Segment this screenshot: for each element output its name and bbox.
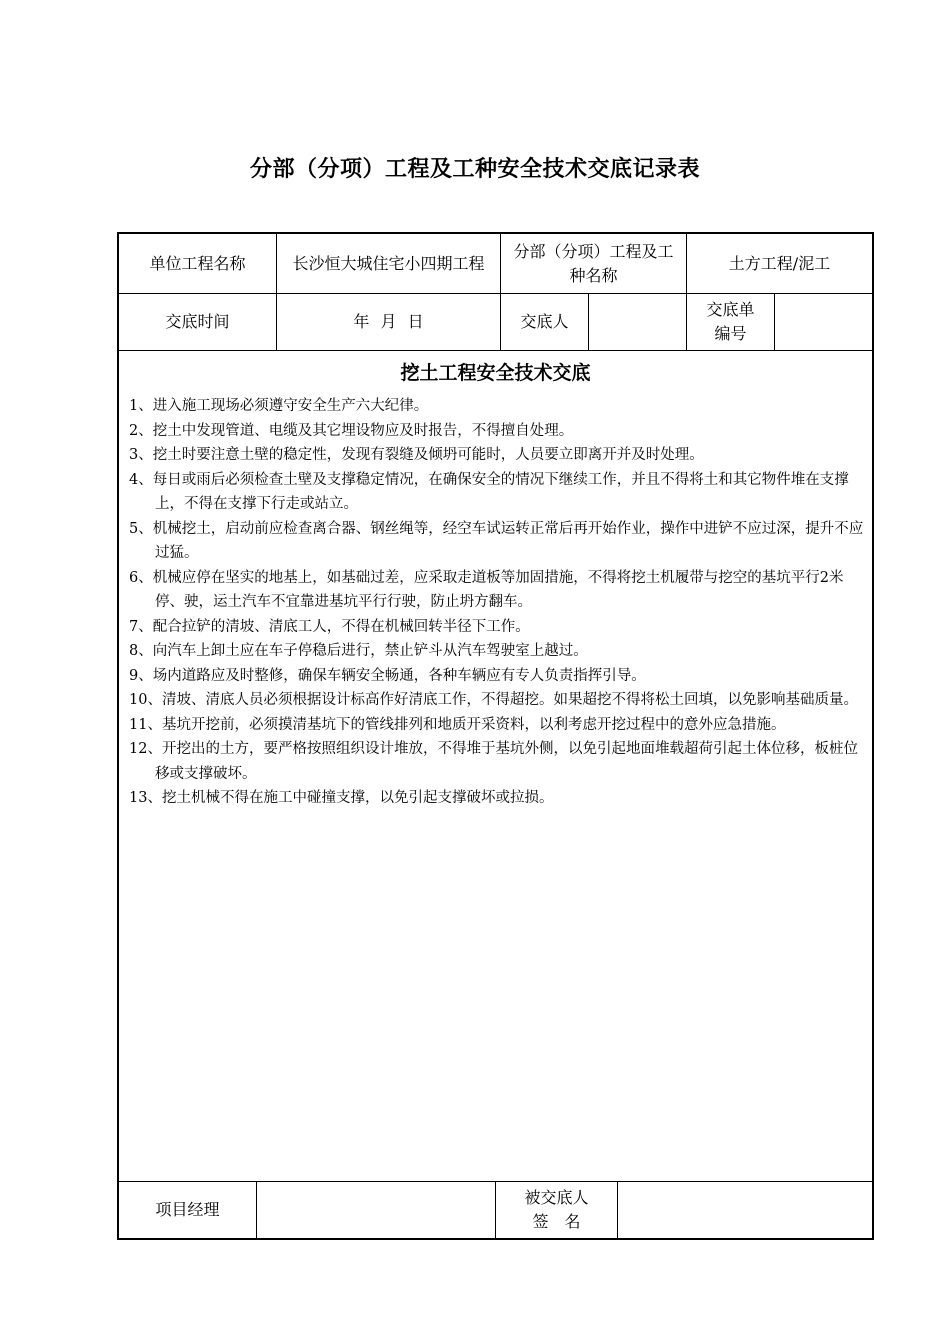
list-item: 3、挖土时要注意土壁的稳定性，发现有裂缝及倾坍可能时，人员要立即离开并及时处理。	[129, 447, 704, 463]
handover-person-label: 交底人	[520, 312, 569, 331]
recipient-signature	[618, 1182, 872, 1238]
list-item: 7、配合拉铲的清坡、清底工人，不得在机械回转半径下工作。	[129, 618, 530, 635]
handover-time-value: 年 月 日	[353, 312, 424, 331]
handover-time-label: 交底时间	[165, 312, 230, 331]
row-divider	[119, 350, 872, 351]
unit-project-value: 长沙恒大城住宅小四期工程	[292, 253, 485, 273]
handover-number-value	[775, 294, 872, 350]
document-title: 分部（分项）工程及工种安全技术交底记录表	[249, 157, 700, 182]
list-item: 5、机械挖土，启动前应检查离合器、钢丝绳等，经空车试运转正常后再开始作业，操作中进铲不应过深，提升不应过猛。	[129, 520, 864, 561]
list-item: 11、基坑开挖前，必须摸清基坑下的管线排列和地质开采资料，以利考虑开挖过程中的意外应急措施。	[129, 716, 786, 733]
content-heading: 挖土工程安全技术交底	[400, 362, 591, 384]
list-item: 2、挖土中发现管道、电缆及其它埋设物应及时报告，不得擅自处理。	[129, 422, 574, 439]
list-item: 9、场内道路应及时整修，确保车辆安全畅通，各种车辆应有专人负责指挥引导。	[129, 667, 646, 684]
safety-items-list	[129, 394, 869, 811]
list-item: 10、清坡、清底人员必须根据设计标高作好清底工作，不得超挖。如果超挖不得将松土回填，以免影响基础质量。	[129, 692, 858, 708]
recipient-signature-label	[496, 1182, 617, 1238]
list-item: 1、进入施工现场必须遵守安全生产六大纪律。	[129, 398, 429, 414]
handover-person-value	[589, 294, 686, 350]
list-item: 6、机械应停在坚实的地基上，如基础过差，应采取走道板等加固措施，不得将挖土机履带与挖空的基坑平行2米停、驶，运土汽车不宜靠进基坑平行行驶，防止坍方翻车。	[129, 569, 844, 610]
list-item: 8、向汽车上卸土应在车子停稳后进行，禁止铲斗从汽车驾驶室上越过。	[129, 643, 588, 659]
list-item: 13、挖土机械不得在施工中碰撞支撑，以免引起支撑破坏或拉损。	[129, 790, 554, 806]
project-manager-signature	[257, 1182, 495, 1238]
unit-project-label: 单位工程名称	[149, 253, 246, 273]
project-manager-label: 项目经理	[155, 1200, 220, 1219]
recipient-label: 被交底人	[524, 1188, 589, 1207]
list-item: 12、开挖出的土方，要严格按照组织设计堆放，不得堆于基坑外侧，以免引起地面堆载超荷引起土体位移，板桩位移或支撑破坏。	[129, 741, 858, 782]
handover-number-label: 交底单编号	[706, 300, 755, 343]
handover-record-table	[117, 232, 874, 1240]
signature-label: 签 名	[532, 1212, 581, 1231]
sub-project-value: 土方工程/泥工	[728, 253, 831, 273]
list-item: 4、每日或雨后必须检查土壁及支撑稳定情况，在确保安全的情况下继续工作，并且不得将土和其它物件堆在支撑上，不得在支撑下行走或站立。	[129, 471, 849, 512]
sub-project-label: 分部（分项）工程及工种名称	[513, 241, 674, 285]
